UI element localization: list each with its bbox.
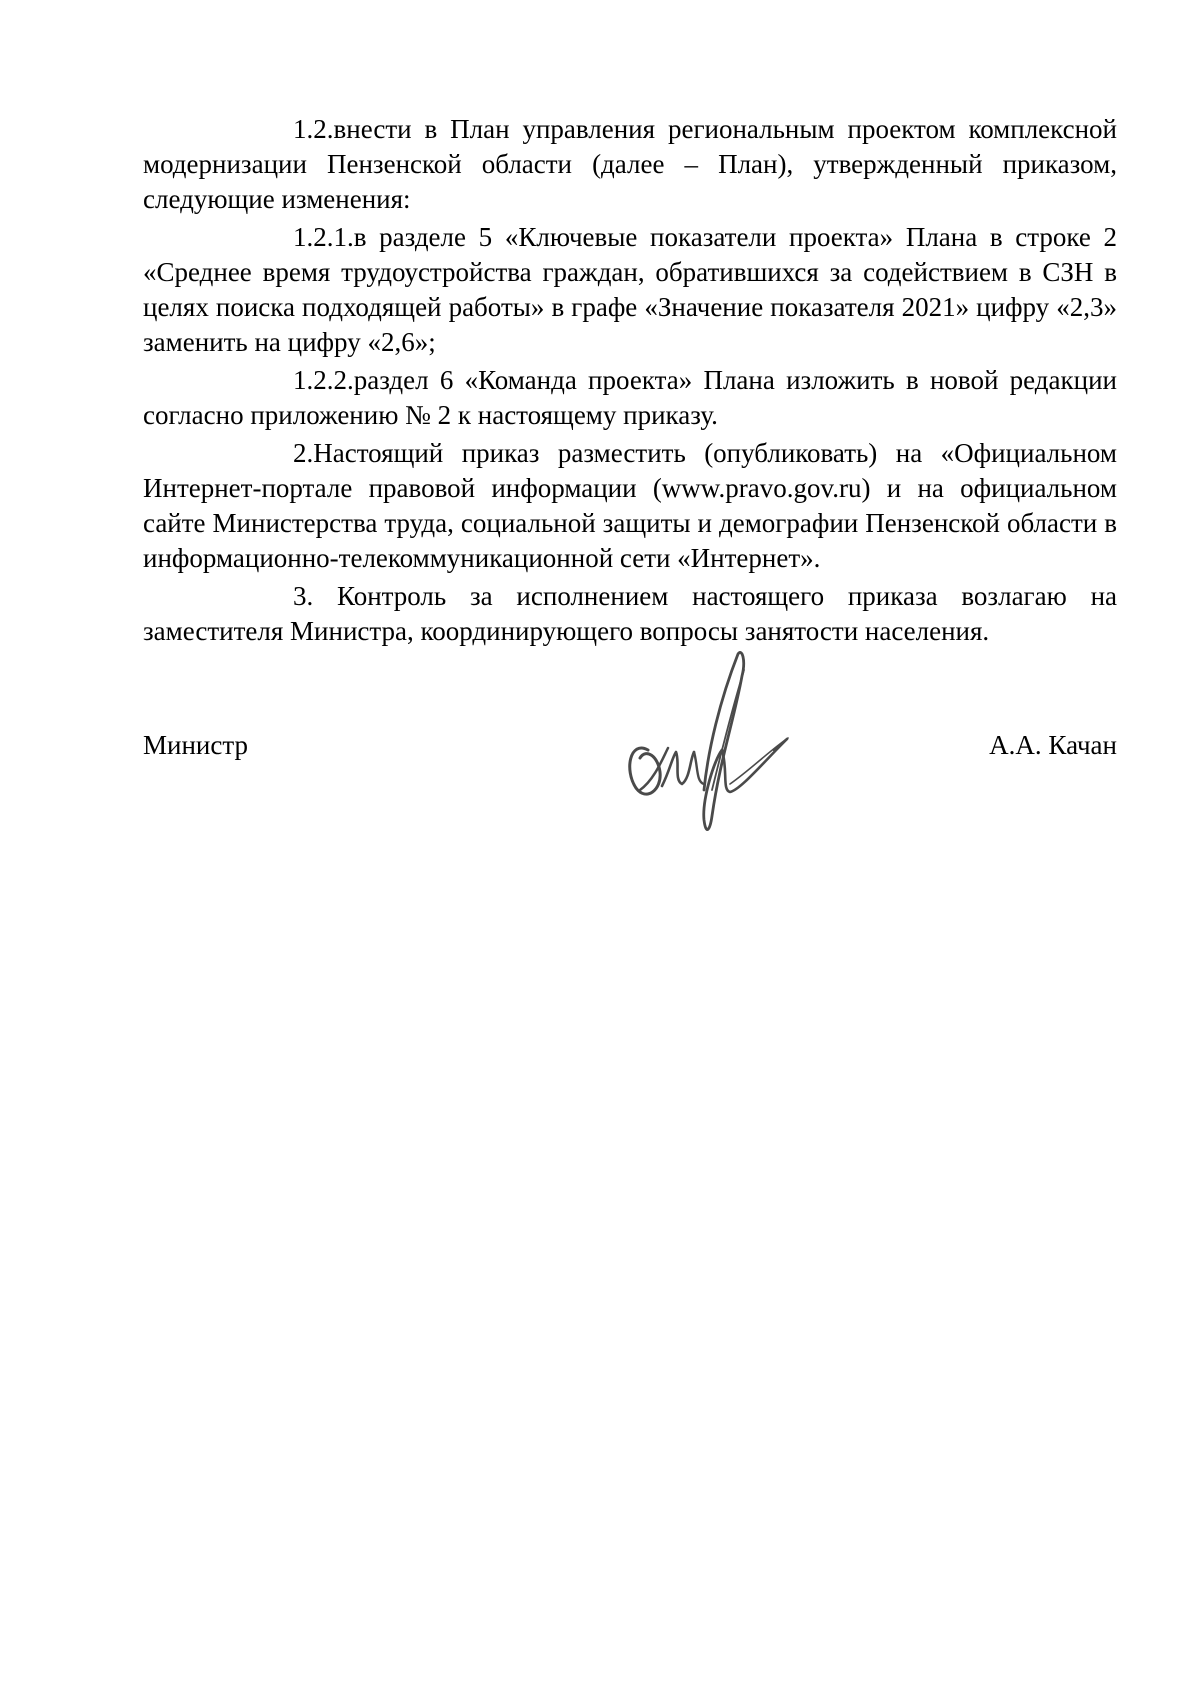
- paragraph-1-2: [143, 112, 1117, 217]
- paragraph-text: Контроль за исполнением настоящего приказа возлагаю на заместителя Министра, координирующего вопросы занятости населения.: [143, 581, 1118, 646]
- document-body: [143, 112, 1117, 652]
- paragraph-number: 3.: [293, 581, 314, 611]
- paragraph-number: 2.: [293, 438, 314, 468]
- paragraph-number: 1.2.: [293, 114, 334, 144]
- paragraph-text: Настоящий приказ разместить (опубликовать) на «Официальном Интернет-портале правовой информации (www.pravo.gov.ru) и на официальном сайте Министерства труда, социальной защиты и демографии Пензенской области в информационно-телекоммуникационной сети «Интернет».: [143, 438, 1117, 573]
- paragraph-text: внести в План управления региональным проектом комплексной модернизации Пензенской области (далее – План), утвержденный приказом, следующие изменения:: [143, 114, 1117, 214]
- paragraph-2: [143, 436, 1117, 576]
- paragraph-1-2-1: [143, 220, 1117, 360]
- signatory-name: А.А. Качан: [989, 730, 1117, 760]
- paragraph-3: [143, 579, 1117, 649]
- signatory-title: Министр: [143, 730, 248, 760]
- paragraph-number: 1.2.1.: [293, 222, 354, 252]
- paragraph-number: 1.2.2.: [293, 365, 354, 395]
- paragraph-text: в разделе 5 «Ключевые показатели проекта» Плана в строке 2 «Среднее время трудоустройства граждан, обратившихся за содействием в СЗН в целях поиска подходящей работы» в графе «Значение показателя 2021» цифру «2,3» заменить на цифру «2,6»;: [143, 222, 1117, 357]
- paragraph-1-2-2: [143, 363, 1117, 433]
- paragraph-text: раздел 6 «Команда проекта» Плана изложить в новой редакции согласно приложению № 2 к настоящему приказу.: [143, 365, 1117, 430]
- handwritten-signature: [610, 640, 830, 860]
